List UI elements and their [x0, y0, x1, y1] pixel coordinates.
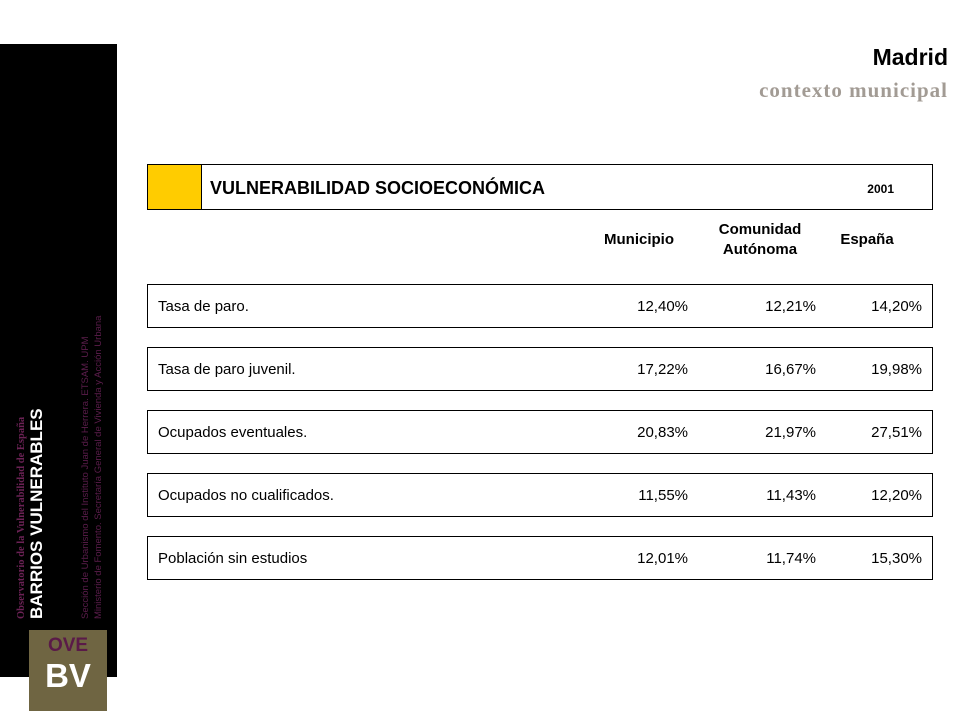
- barrios-vulnerables-label: BARRIOS VULNERABLES: [27, 408, 46, 619]
- value-municipio: 11,55%: [638, 487, 688, 504]
- year-label: 2001: [867, 182, 894, 196]
- value-municipio: 17,22%: [637, 361, 688, 378]
- page-subtitle: contexto municipal: [759, 78, 948, 102]
- sidebar: [0, 44, 117, 694]
- row-label: Tasa de paro.: [158, 298, 249, 315]
- accent-swatch: [148, 165, 202, 209]
- value-municipio: 12,40%: [637, 298, 688, 315]
- table-header: [147, 164, 933, 210]
- table-row: [147, 536, 933, 580]
- row-label: Ocupados no cualificados.: [158, 487, 334, 504]
- logo-bv-text: BV: [45, 657, 91, 694]
- logo-ove-text: OVE: [47, 635, 89, 656]
- row-label: Tasa de paro juvenil.: [158, 361, 296, 378]
- section-title: VULNERABILIDAD SOCIOECONÓMICA: [210, 178, 546, 198]
- ove-bv-logo: [29, 630, 107, 711]
- value-espana: 15,30%: [871, 550, 922, 567]
- value-comunidad: 21,97%: [765, 424, 816, 441]
- column-header-espana: España: [840, 231, 894, 248]
- table-row: [147, 284, 933, 328]
- page-title: Madrid: [872, 44, 948, 70]
- value-espana: 12,20%: [871, 487, 922, 504]
- seccion-urbanismo-label: Sección de Urbanismo del Instituto Juan de Herrera. ETSAM. UPM: [80, 336, 91, 619]
- value-municipio: 20,83%: [637, 424, 688, 441]
- value-municipio: 12,01%: [637, 550, 688, 567]
- column-header-comunidad: Comunidad Autónoma: [718, 221, 802, 258]
- value-comunidad: 11,74%: [766, 550, 816, 567]
- row-label: Ocupados eventuales.: [158, 424, 308, 441]
- value-comunidad: 16,67%: [765, 361, 816, 378]
- value-espana: 27,51%: [871, 424, 922, 441]
- table-row: [147, 473, 933, 517]
- row-label: Población sin estudios: [158, 550, 308, 567]
- value-espana: 19,98%: [871, 361, 922, 378]
- column-header-municipio: Municipio: [604, 231, 674, 248]
- table-row: [147, 347, 933, 391]
- observatorio-label: Observatorio de la Vulnerabilidad de España: [16, 416, 27, 619]
- ministerio-label: Ministerio de Fomento. Secretaría General de Vivienda y Acción Urbana: [93, 315, 104, 619]
- table-row: [147, 410, 933, 454]
- value-espana: 14,20%: [871, 298, 922, 315]
- value-comunidad: 12,21%: [765, 298, 816, 315]
- value-comunidad: 11,43%: [766, 487, 816, 504]
